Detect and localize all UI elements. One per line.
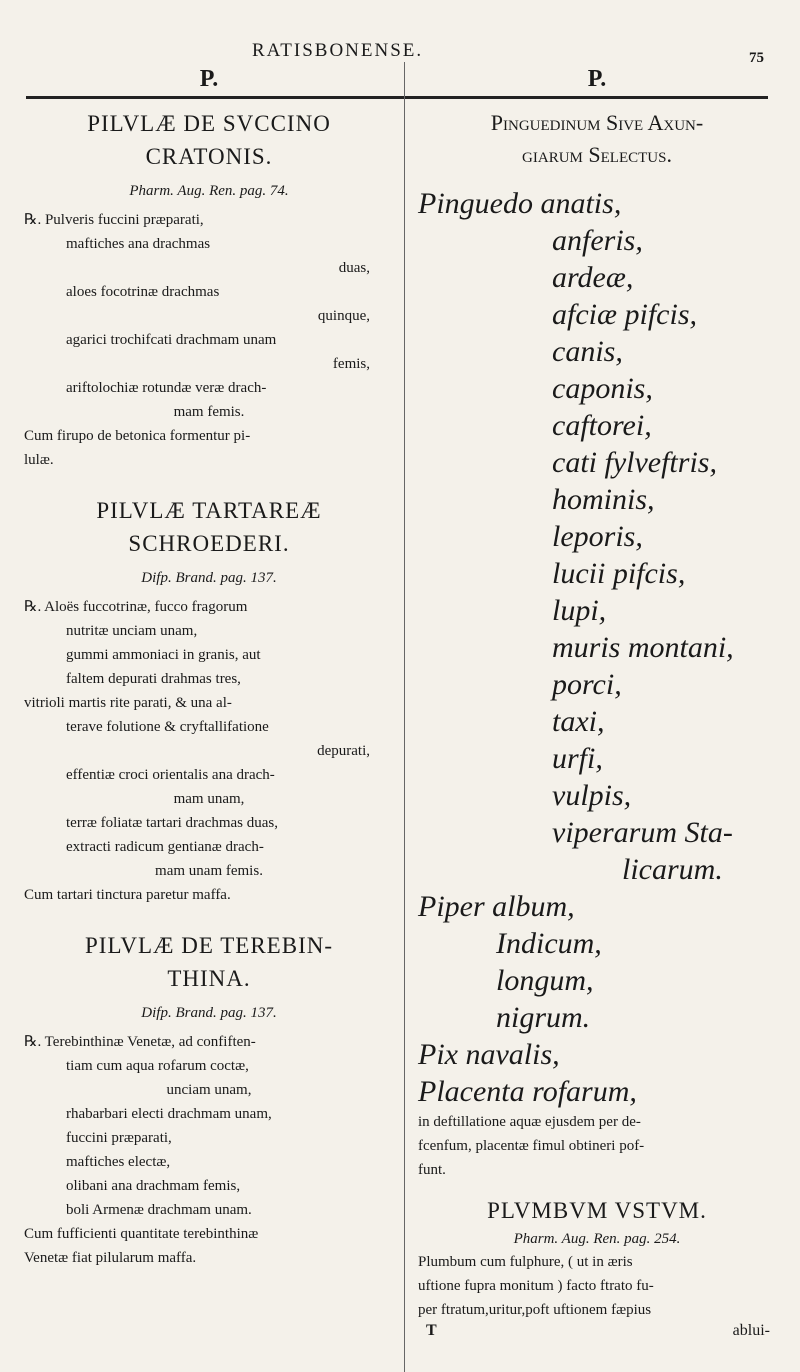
placenta-text: in deftillatione aquæ ejusdem per de- [418,1114,641,1130]
recipe-line: extracti radicum gentianæ drach- [66,839,264,855]
pinguedo-item: ardeæ, [552,261,634,294]
recipe-title: THINA. [167,966,251,991]
pinguedo-item: muris montani, [552,631,734,664]
recipe-line: maftiches electæ, [66,1154,171,1170]
recipe-title: SCHROEDERI. [128,531,290,556]
recipe-title: PILVLÆ TARTAREÆ [96,498,322,523]
recipe-line: duas, [338,260,370,276]
page-footer [418,1322,776,1340]
right-column [418,66,776,1340]
plumbum-text: per ftratum,uritur,poft uftionem fæpius [418,1302,652,1318]
recipe-line: Cum firupo de betonica formentur pi- [24,428,251,444]
plumbum-text: Plumbum cum fulphure, ( ut in æris [418,1254,633,1270]
recipe-line: rhabarbari electi drachmam unam, [66,1106,272,1122]
plumbum-reference: Pharm. Aug. Ren. pag. 254. [513,1231,681,1247]
recipe-reference: Pharm. Aug. Ren. pag. 74. [129,183,289,199]
pinguedo-item: anferis, [552,224,643,257]
pinguedo-item: leporis, [552,520,643,553]
recipe-title: CRATONIS. [145,144,273,169]
pinguedo-item: lupi, [552,594,607,627]
recipe-pilulae-de-terebinthina [24,929,394,1270]
pix-entry: Pix navalis, [418,1038,560,1071]
recipe-line: depurati, [317,743,370,759]
recipe-line: mam unam femis. [155,863,263,879]
recipe-line: gummi ammoniaci in granis, aut [66,647,261,663]
recipe-line: terræ foliatæ tartari drachmas duas, [66,815,279,831]
recipe-line: quinque, [317,308,370,324]
recipe-line: faltem depurati drahmas tres, [66,671,241,687]
pinguedo-item: Pinguedo anatis, [418,187,622,220]
pinguedo-list [418,185,776,888]
pinguedo-item: taxi, [552,705,605,738]
recipe-line: Cum tartari tinctura paretur maffa. [24,887,231,903]
placenta-text: funt. [418,1162,446,1178]
recipe-pilulae-tartareae [24,494,394,907]
recipe-line: mam unam, [173,791,245,807]
pinguedo-item: caftorei, [552,409,652,442]
recipe-line: maftiches ana drachmas [66,236,211,252]
recipe-line: terave folutione & cryftallifatione [66,719,269,735]
pinguedo-item: hominis, [552,483,655,516]
running-head: RATISBONENSE. [252,40,424,61]
recipe-title: PILVLÆ DE TEREBIN- [85,933,333,958]
pinguedo-item: cati fylveftris, [552,446,717,479]
piper-item: longum, [496,964,594,997]
section-title: giarum Selectus. [522,142,672,167]
plumbum-title: PLVMBVM VSTVM. [487,1198,707,1223]
section-title: Pinguedinum Sive Axun- [490,110,704,135]
pinguedo-item: porci, [552,668,622,701]
recipe-line: lulæ. [24,452,54,468]
pinguedo-item: urfi, [552,742,603,775]
pinguedo-item: caponis, [552,372,653,405]
recipe-line: fuccini præparati, [66,1130,172,1146]
signature-mark: T [426,1322,437,1339]
column-letter: P. [587,66,607,92]
column-divider [404,62,405,1372]
placenta-entry: Placenta rofarum, [418,1075,637,1108]
page-number: 75 [749,50,764,66]
pinguedo-item: canis, [552,335,623,368]
recipe-line: ℞. Terebinthinæ Venetæ, ad confiften- [24,1034,256,1050]
recipe-line: agarici trochifcati drachmam unam [66,332,277,348]
pinguedo-item: licarum. [622,853,723,886]
recipe-line: tiam cum aqua rofarum coctæ, [66,1058,249,1074]
plumbum-text: uftione fupra monitum ) facto ftrato fu- [418,1278,654,1294]
recipe-line: vitrioli martis rite parati, & una al- [24,695,232,711]
recipe-line: ℞. Aloës fuccotrinæ, fucco fragorum [24,599,248,615]
piper-item: Piper album, [418,890,575,923]
recipe-line: mam femis. [173,404,245,420]
piper-item: Indicum, [496,927,602,960]
recipe-line: olibani ana drachmam femis, [66,1178,241,1194]
piper-item: nigrum. [496,1001,591,1034]
pinguedo-item: afciæ pifcis, [552,298,697,331]
pinguedo-item: viperarum Sta- [552,816,733,849]
piper-list [418,888,776,1036]
recipe-line: ℞. Pulveris fuccini præparati, [24,212,204,228]
recipe-line: boli Armenæ drachmam unam. [66,1202,252,1218]
recipe-line: effentiæ croci orientalis ana drach- [66,767,275,783]
recipe-line: Cum fufficienti quantitate terebinthinæ [24,1226,259,1242]
recipe-line: femis, [332,356,370,372]
left-column [24,66,394,1292]
recipe-line: unciam unam, [166,1082,252,1098]
recipe-line: nutritæ unciam unam, [66,623,198,639]
recipe-line: aloes focotrinæ drachmas [66,284,220,300]
recipe-title: PILVLÆ DE SVCCINO [87,111,331,136]
pinguedo-item: vulpis, [552,779,632,812]
placenta-text: fcenfum, placentæ fimul obtineri pof- [418,1138,645,1154]
recipe-pilulae-de-succino [24,107,394,472]
recipe-line: Venetæ fiat pilularum maffa. [24,1250,197,1266]
recipe-reference: Difp. Brand. pag. 137. [141,570,277,586]
recipe-line: ariftolochiæ rotundæ veræ drach- [66,380,267,396]
catchword: ablui- [732,1322,770,1339]
column-letter: P. [199,66,219,92]
recipe-reference: Difp. Brand. pag. 137. [141,1005,277,1021]
pinguedo-item: lucii pifcis, [552,557,686,590]
